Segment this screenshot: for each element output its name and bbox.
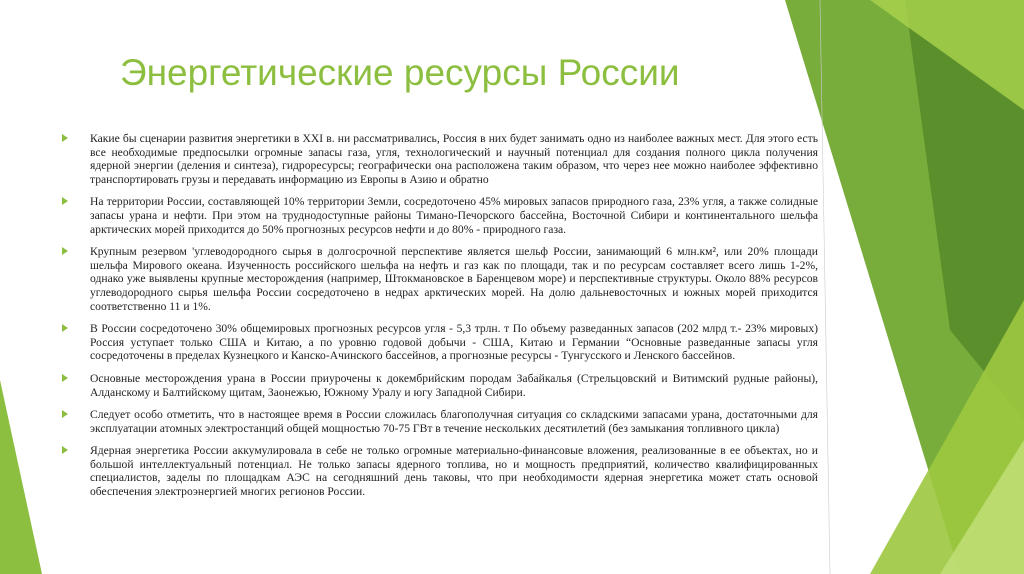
bullet-arrow-icon [62, 324, 68, 332]
bullet-item [62, 408, 818, 435]
deco-shape-left [0, 380, 42, 574]
bullet-item [62, 372, 818, 399]
bullet-item [62, 322, 818, 363]
slide-title: Энергетические ресурсы России [120, 52, 680, 93]
bullet-text: Какие бы сценарии развития энергетики в XXI в. ни рассматривались, Россия в них будет занимать одно из наиболее важных мест. Для этого есть все необходимые предпосылки огромные запасы газа, угля, технологический и научный потенциал для создания полного цикла получения ядерной энергии (деления и синтеза), гидроресурсы; географически она расположена таким образом, что через нее можно наиболее эффективно транспортировать грузы и передавать информацию из Европы в Азию и обратно [90, 132, 818, 186]
bullet-text: Крупным резервом 'углеводородного сырья в долгосрочной перспективе является шельф России, занимающий 6 млн.км², или 20% площади шельфа Мирового океана. Изученность российского шельфа на нефть и газ как по площади, так и по ресурсам составляет всего лишь 1-2%, однако уже выявлены крупные месторождения (например, Штокмановское в Баренцевом море) и перспективные структуры. Около 88% ресурсов углеводородного сырья шельфа России сосредоточено в недрах арктических морей. На долю дальневосточных и южных морей приходится соответственно 11 и 1%. [90, 245, 818, 313]
bullet-item [62, 245, 818, 313]
bullet-arrow-icon [62, 247, 68, 255]
bullet-arrow-icon [62, 410, 68, 418]
bullet-item [62, 132, 818, 186]
bullet-arrow-icon [62, 446, 68, 454]
bullet-arrow-icon [62, 197, 68, 205]
bullet-text: Следует особо отметить, что в настоящее время в России сложилась благополучная ситуация со складскими запасами урана, достаточными для эксплуатации атомных электростанций общей мощностью 70-75 ГВт в течение нескольких десятилетий (без замыкания топливного цикла) [90, 408, 818, 435]
bullet-text: Основные месторождения урана в России приурочены к докембрийским породам Забайкалья (Стрельцовский и Витимский рудные районы), Алданскому и Балтийскому щитам, Заонежью, Южному Уралу и югу Западной Сибири. [90, 371, 818, 399]
bullet-item [62, 444, 818, 498]
bullet-arrow-icon [62, 134, 68, 142]
bullet-list [62, 132, 818, 508]
bullet-arrow-icon [62, 374, 68, 382]
bullet-item [62, 195, 818, 236]
bullet-text: В России сосредоточено 30% общемировых прогнозных ресурсов угля - 5,3 трлн. т По объему разведанных запасов (202 млрд т.- 23% мировых) Россия уступает только США и Китаю, а по уровню годовой добычи - США, Китаю и Германии “Основные разведанные запасы угля сосредоточены в пределах Кузнецкого и Канско-Ачинского бассейнов, а прогнозные ресурсы - Тунгусского и Ленского бассейнов. [90, 322, 818, 363]
bullet-text: Ядерная энергетика России аккумулировала в себе не только огромные материально-финансовые вложения, реализованные в ее объектах, но и большой интеллектуальный потенциал. Не только запасы ядерного топлива, но и мощность предприятий, количество квалифицированных специалистов, заделы по площадкам АЭС на сегодняшний день таковы, что при необходимости ядерная энергетика может стать основой обеспечения электроэнергией многих регионов России. [90, 444, 818, 499]
bullet-text: На территории России, составляющей 10% территории Земли, сосредоточено 45% мировых запасов природного газа, 23% угля, а также солидные запасы урана и нефти. При этом на труднодоступные районы Тимано-Печорского бассейна, Восточной Сибири и континентального шельфа арктических морей приходится до 50% прогнозных ресурсов нефти и до 80% - природного газа. [90, 195, 818, 236]
